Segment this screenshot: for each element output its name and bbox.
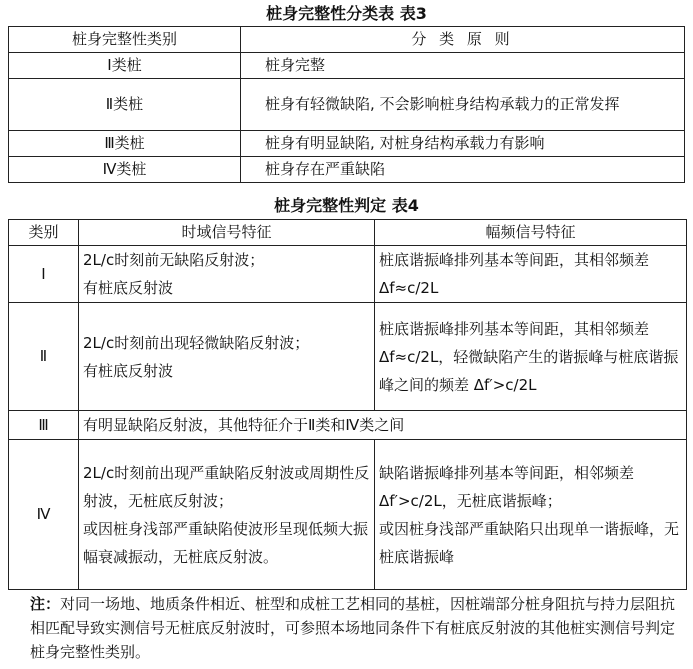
time-domain-cell [79,246,375,303]
time-domain-cell [79,440,375,590]
note [30,592,685,664]
table-row [9,246,687,303]
time-domain-line: 2L/c时刻前无缺陷反射波； [83,251,265,269]
table4-category: Ⅲ [9,411,79,440]
table3-category: Ⅰ类桩 [9,53,241,79]
table-row [9,411,687,440]
time-domain-line: 2L/c时刻前出现轻微缺陷反射波； [83,333,310,352]
table3-header-row [9,27,685,53]
freq-domain-cell [375,246,687,303]
time-domain-line: 或因桩身浅部严重缺陷使波形呈现低频大振幅衰减振动，无桩底反射波。 [83,519,369,566]
table3-category: Ⅳ类桩 [9,157,241,183]
time-domain-line: 有桩底反射波 [83,361,174,380]
table-row [9,157,685,183]
table3-principle: 桩身有轻微缺陷, 不会影响桩身结构承载力的正常发挥 [241,79,685,131]
table4-header-freq: 幅频信号特征 [375,220,687,246]
table4-title: 桩身完整性判定 表4 [274,196,419,215]
table4-header-row [9,220,687,246]
table4-category: Ⅱ [9,303,79,411]
note-label: 注： [30,595,61,613]
table3-principle: 桩身完整 [241,53,685,79]
table4-category: Ⅰ [9,246,79,303]
table-row [9,440,687,590]
table3-principle: 桩身存在严重缺陷 [241,157,685,183]
table4 [8,219,687,590]
freq-domain-cell [375,303,687,411]
table4-header-time: 时域信号特征 [79,220,375,246]
table3-principle: 桩身有明显缺陷, 对桩身结构承载力有影响 [241,131,685,157]
freq-domain-line: 缺陷谐振峰排列基本等间距，相邻频差Δf′>c/2L，无桩底谐振峰； [379,463,635,510]
time-domain-line: 2L/c时刻前出现严重缺陷反射波或周期性反射波，无桩底反射波； [83,463,370,510]
table4-category: Ⅳ [9,440,79,590]
note-text: 对同一场地、地质条件相近、桩型和成桩工艺相同的基桩，因桩端部分桩身阻抗与持力层阻抗相匹配导致实测信号无桩底反射波时，可参照本场地同条件下有桩底反射波的其他桩实测信号判定桩身完整性类别。 [30,595,676,661]
table3-header-category: 桩身完整性类别 [9,27,241,53]
table-row [9,53,685,79]
table4-header-category: 类别 [9,220,79,246]
freq-domain-line: 桩底谐振峰排列基本等间距，其相邻频差Δf≈c/2L [379,251,650,297]
table3-category: Ⅱ类桩 [9,79,241,131]
table-row [9,303,687,411]
time-domain-cell [79,303,375,411]
table3-title: 桩身完整性分类表 表3 [266,4,427,23]
freq-domain-line: 桩底谐振峰排列基本等间距，其相邻频差Δf≈c/2L，轻微缺陷产生的谐振峰与桩底谐振峰之间的频差 Δf′>c/2L [379,319,679,394]
freq-domain-cell [375,440,687,590]
table-row [9,79,685,131]
table3-category: Ⅲ类桩 [9,131,241,157]
table3 [8,26,685,183]
table-row [9,131,685,157]
table3-header-principle: 分 类 原 则 [241,27,685,53]
merged-feature-cell: 有明显缺陷反射波，其他特征介于Ⅱ类和Ⅳ类之间 [79,411,687,440]
time-domain-line: 有桩底反射波 [83,279,174,297]
freq-domain-line: 或因桩身浅部严重缺陷只出现单一谐振峰，无桩底谐振峰 [379,519,680,566]
